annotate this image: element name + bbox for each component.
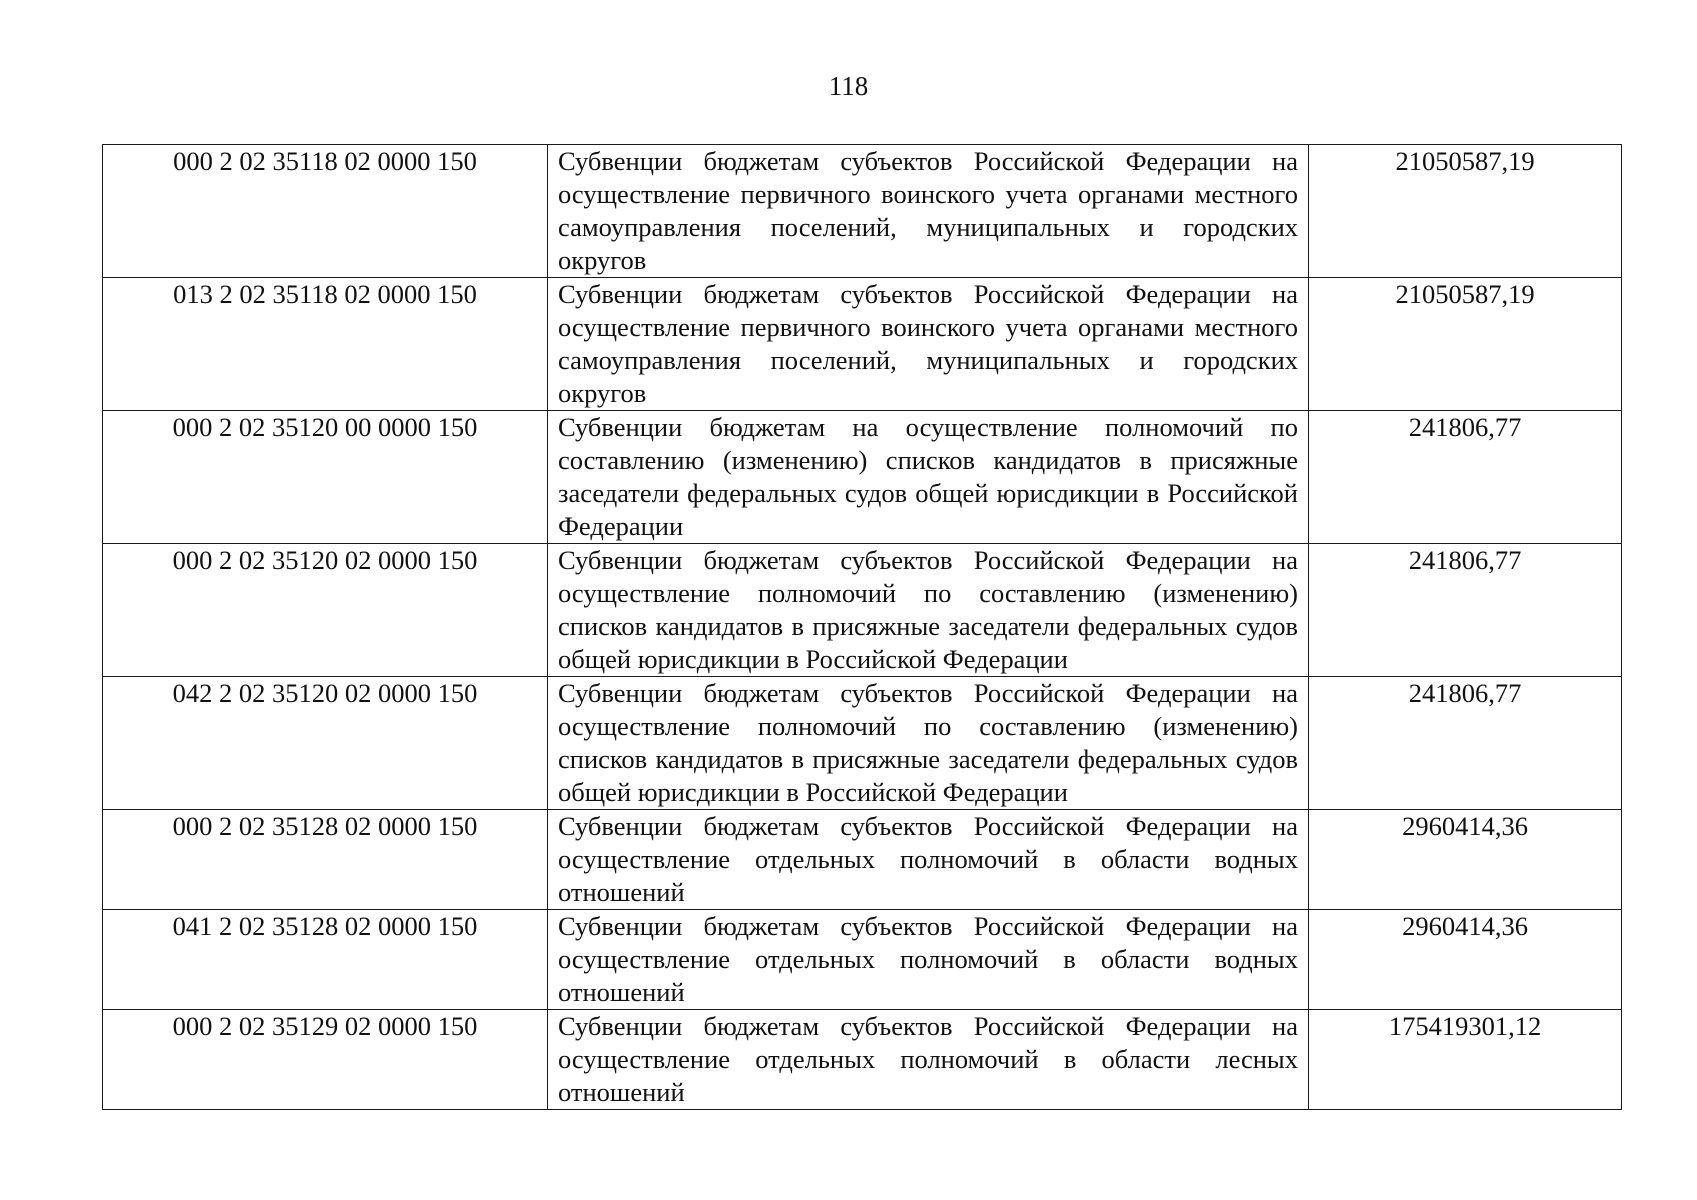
description-cell: Субвенции бюджетам субъектов Российской Федерации на осуществление первичного воинского учета органами местного самоуправления поселений, муниципальных и городских округов [548,145,1309,278]
table-row [103,910,1622,1010]
description-cell: Субвенции бюджетам субъектов Российской Федерации на осуществление отдельных полномочий в области водных отношений [548,910,1309,1010]
amount-cell: 241806,77 [1309,677,1622,810]
table-row [103,411,1622,544]
description-cell: Субвенции бюджетам субъектов Российской Федерации на осуществление отдельных полномочий в области водных отношений [548,810,1309,910]
description-cell: Субвенции бюджетам субъектов Российской Федерации на осуществление отдельных полномочий в области лесных отношений [548,1010,1309,1110]
budget-code-cell: 013 2 02 35118 02 0000 150 [103,278,548,411]
amount-cell: 2960414,36 [1309,910,1622,1010]
budget-code-cell: 000 2 02 35129 02 0000 150 [103,1010,548,1110]
description-cell: Субвенции бюджетам субъектов Российской Федерации на осуществление полномочий по составлению (изменению) списков кандидатов в присяжные заседатели федеральных судов общей юрисдикции в Российской Федерации [548,677,1309,810]
budget-code-cell: 000 2 02 35118 02 0000 150 [103,145,548,278]
table-row [103,810,1622,910]
table-row [103,677,1622,810]
amount-cell: 21050587,19 [1309,278,1622,411]
budget-revenue-table [102,144,1622,1110]
description-cell: Субвенции бюджетам субъектов Российской Федерации на осуществление полномочий по составлению (изменению) списков кандидатов в присяжные заседатели федеральных судов общей юрисдикции в Российской Федерации [548,544,1309,677]
page-number: 118 [828,71,869,101]
budget-code-cell: 000 2 02 35120 02 0000 150 [103,544,548,677]
description-cell: Субвенции бюджетам на осуществление полномочий по составлению (изменению) списков кандидатов в присяжные заседатели федеральных судов общей юрисдикции в Российской Федерации [548,411,1309,544]
description-cell: Субвенции бюджетам субъектов Российской Федерации на осуществление первичного воинского учета органами местного самоуправления поселений, муниципальных и городских округов [548,278,1309,411]
budget-code-cell: 000 2 02 35120 00 0000 150 [103,411,548,544]
table-row [103,1010,1622,1110]
budget-code-cell: 042 2 02 35120 02 0000 150 [103,677,548,810]
table-row [103,544,1622,677]
amount-cell: 2960414,36 [1309,810,1622,910]
budget-code-cell: 041 2 02 35128 02 0000 150 [103,910,548,1010]
amount-cell: 175419301,12 [1309,1010,1622,1110]
amount-cell: 241806,77 [1309,544,1622,677]
table-row [103,145,1622,278]
amount-cell: 21050587,19 [1309,145,1622,278]
table-row [103,278,1622,411]
amount-cell: 241806,77 [1309,411,1622,544]
budget-code-cell: 000 2 02 35128 02 0000 150 [103,810,548,910]
